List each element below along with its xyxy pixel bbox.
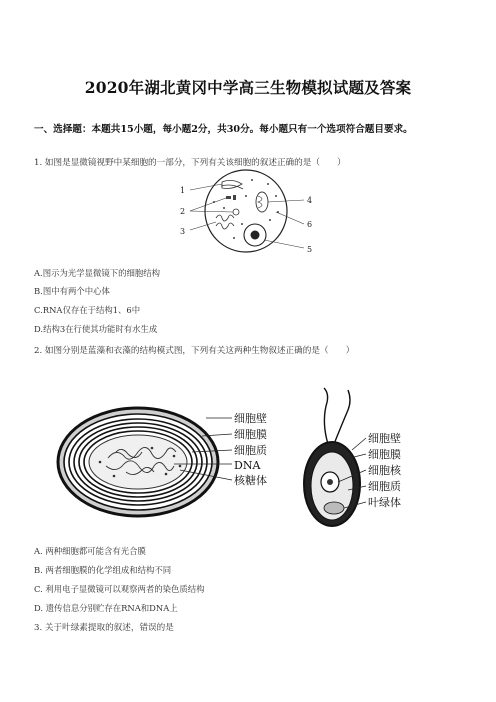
question-1-option-b: B.图中有两个中心体	[34, 286, 110, 296]
label-6: 6	[307, 220, 313, 229]
label-nucleus: 细胞核	[368, 464, 401, 477]
label-2: 2	[180, 207, 186, 216]
flagellum-right	[334, 390, 350, 444]
chlamydomonas-figure	[300, 386, 460, 536]
question-1-option-d: D.结构3在行使其功能时有水生成	[34, 324, 158, 334]
cell-membrane-outline	[205, 170, 287, 252]
label-3: 3	[180, 227, 186, 236]
label-chloroplast: 叶绿体	[368, 496, 401, 509]
flagellum-left	[324, 388, 328, 444]
section-heading: 一、选择题：本题共15小题，每小题2分，共30分。每小题只有一个选项符合题目要求。	[34, 124, 413, 135]
label-4: 4	[307, 196, 313, 205]
label-cell-wall: 细胞壁	[368, 432, 401, 445]
cyanobacterium-figure	[56, 400, 292, 520]
label-cytoplasm: 细胞质	[234, 444, 267, 457]
label-ribosome: 核糖体	[234, 474, 267, 487]
question-1-cell-figure	[176, 168, 326, 258]
label-5: 5	[307, 245, 313, 254]
page-title: 2020年湖北黄冈中学高三生物模拟试题及答案	[84, 78, 412, 97]
question-1-stem: 1. 如图是显微镜视野中某细胞的一部分，下列有关该细胞的叙述正确的是（ ）	[34, 158, 346, 168]
question-3-stem: 3. 关于叶绿素提取的叙述，错误的是	[34, 623, 174, 633]
label-cell-membrane: 细胞膜	[234, 428, 267, 441]
question-2-option-d: D. 遗传信息分别贮存在RNA和DNA上	[34, 603, 178, 613]
question-1-option-a: A.图示为光学显微镜下的细胞结构	[34, 268, 160, 278]
question-2-stem: 2. 如图分别是蓝藻和衣藻的结构模式图，下列有关这两种生物叙述正确的是（ ）	[34, 346, 355, 356]
label-1: 1	[180, 186, 186, 195]
question-2-option-b: B. 两者细胞膜的化学组成和结构不同	[34, 565, 172, 575]
question-2-option-c: C. 利用电子显微镜可以观察两者的染色质结构	[34, 584, 205, 594]
question-1-option-c: C.RNA仅存在于结构1、6中	[34, 305, 141, 315]
label-dna: DNA	[234, 459, 261, 472]
question-2-option-a: A. 两种细胞都可能含有光合膜	[34, 546, 146, 556]
label-cytoplasm: 细胞质	[368, 480, 401, 493]
label-cell-wall: 细胞壁	[234, 412, 267, 425]
label-cell-membrane: 细胞膜	[368, 448, 401, 461]
